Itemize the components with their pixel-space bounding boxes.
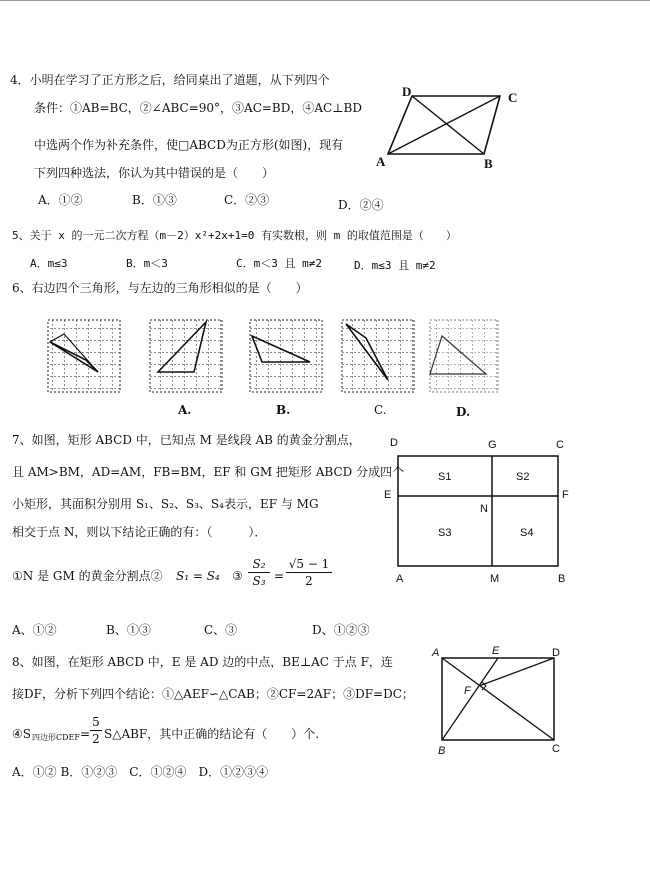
q7-conclusion-1: ①N 是 GM 的黄金分割点② (12, 569, 163, 583)
q8-label-f: F (464, 685, 471, 697)
q4-option-c: C．②③ (224, 193, 270, 207)
q4-option-a: A．①② (38, 193, 83, 207)
q4-label-d: D (402, 84, 412, 99)
q7-option-b: B、①③ (106, 623, 151, 637)
q8-line-3-rest: S△ABF，其中正确的结论有（ ）个. (104, 727, 320, 741)
q7-fraction-left (248, 556, 270, 589)
q8-frac-den: 2 (92, 732, 100, 746)
q7-label-a: A (396, 573, 404, 585)
q7-label-s1: S1 (438, 471, 452, 483)
q7-label-d: D (390, 437, 398, 449)
q4-line-1: 4．小明在学习了正方形之后，给同桌出了道题，从下列四个 (10, 73, 330, 87)
q8-options: A．①② B．①②③ C．①②④ D．①②③④ (12, 765, 269, 779)
q6-triangle-b (250, 320, 322, 392)
q7-label-g: G (488, 439, 497, 451)
q7-frac-rhs-num: √5 − 1 (286, 556, 332, 573)
q7-option-c: C、③ (204, 623, 238, 637)
q8-fraction (90, 714, 102, 747)
q4-line-2: 条件：①AB=BC，②∠ABC=90°，③AC=BD，④AC⊥BD (34, 101, 362, 115)
q7-label-s2: S2 (516, 471, 530, 483)
q8-line-2: 接DF，分析下列四个结论：①△AEF∽△CAB；②CF=2AF；③DF=DC； (12, 687, 414, 701)
q7-option-a: A、①② (12, 623, 57, 637)
q4-label-b: B (484, 156, 493, 171)
q8-label-d: D (552, 647, 560, 659)
q6-triangle-a (150, 320, 222, 392)
q7-line-2: 且 AM>BM，AD=AM，FB=BM，EF 和 GM 把矩形 ABCD 分成四个 (12, 465, 405, 479)
q7-frac-rhs-den: 2 (305, 574, 313, 588)
q7-label-c: C (556, 439, 564, 451)
q7-conclusion-3-marker: ③ (232, 569, 243, 583)
q8-label-b: B (438, 745, 446, 757)
q6-label-d: D. (456, 405, 471, 419)
q7-rectangle-figure (380, 432, 580, 588)
q7-label-e: E (384, 489, 392, 501)
q4-option-d: D．②④ (338, 198, 384, 212)
q5-stem: 5、关于 x 的一元二次方程（m－2）x²+2x+1=0 有实数根，则 m 的取值范围是（ ） (12, 229, 457, 242)
q7-label-b: B (558, 573, 566, 585)
q7-frac-den: S₃ (252, 574, 266, 588)
q5-option-d: D．m≤3 且 m≠2 (354, 259, 436, 272)
q7-frac-num: S₂ (248, 556, 270, 573)
q4-line-4: 下列四种选法，你认为其中错误的是（ ） (34, 166, 275, 180)
q4-label-a: A (376, 154, 386, 169)
q7-line-1: 7、如图，矩形 ABCD 中，已知点 M 是线段 AB 的黄金分割点， (12, 433, 361, 447)
q7-label-s3: S3 (438, 527, 452, 539)
q5-option-b: B．m＜3 (126, 257, 168, 270)
q4-option-b: B．①③ (132, 193, 177, 207)
q4-parallelogram-figure (376, 84, 526, 176)
q8-label-c: C (552, 743, 560, 755)
q6-original-triangle (48, 320, 120, 392)
q6-label-a: A. (178, 403, 192, 417)
q7-label-f: F (562, 489, 569, 501)
q8-line-1: 8、如图，在矩形 ABCD 中，E 是 AD 边的中点，BE⊥AC 于点 F，连 (12, 655, 393, 669)
q5-option-a: A．m≤3 (30, 257, 68, 270)
q6-label-c: C. (374, 403, 387, 417)
q7-fraction-right (286, 556, 332, 589)
q8-label-a: A (432, 647, 440, 659)
q6-triangle-c (342, 320, 414, 392)
top-border (0, 0, 650, 1)
q8-rectangle-figure (430, 644, 570, 760)
q6-label-b: B. (276, 403, 291, 417)
q7-label-s4: S4 (520, 527, 534, 539)
q8-frac-num: 5 (90, 714, 102, 731)
q6-triangles-figure (40, 316, 510, 400)
q7-conclusion-2: S₁ = S₄ (176, 569, 220, 583)
q7-option-d: D、①②③ (312, 623, 370, 637)
q5-option-c: C．m＜3 且 m≠2 (236, 257, 322, 270)
q4-label-c: C (508, 90, 518, 105)
q8-line-3-equals: = (80, 727, 91, 741)
q7-fraction-equals: = (274, 569, 285, 583)
q4-line-3: 中选两个作为补充条件，使□ABCD为正方形(如图)，现有 (34, 138, 344, 152)
q7-line-3: 小矩形，其面积分别用 S₁、S₂、S₃、S₄表示，EF 与 MG (12, 497, 319, 511)
q8-line-3-prefix: ④S (12, 727, 31, 741)
q7-label-n: N (480, 503, 488, 515)
q8-label-e: E (492, 645, 500, 657)
q6-triangle-d (430, 320, 498, 392)
q7-label-m: M (490, 573, 500, 585)
q6-stem: 6、右边四个三角形，与左边的三角形相似的是（ ） (12, 281, 308, 295)
q7-line-4: 相交于点 N，则以下结论正确的有：（ ）． (12, 525, 267, 539)
q8-line-3-sub: 四边形CDEF (32, 733, 80, 742)
